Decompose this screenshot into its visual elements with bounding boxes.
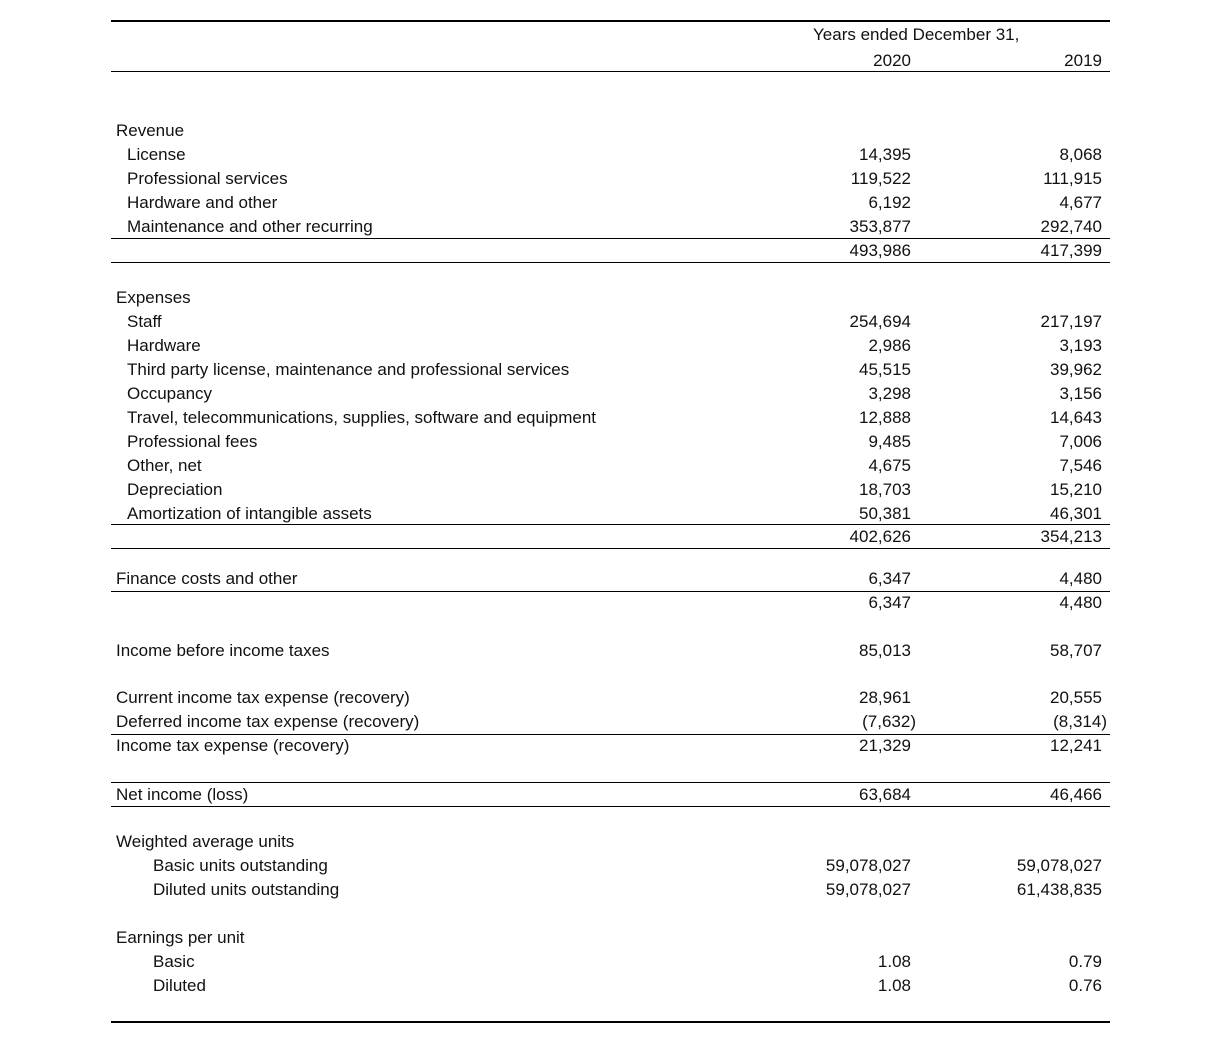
row-label: Diluted units outstanding: [153, 880, 340, 899]
row-label: Income before income taxes: [116, 641, 330, 660]
value-2019: 46,466: [1050, 785, 1102, 804]
value-2020: 9,485: [868, 432, 911, 451]
value-2019: 61,438,835: [1016, 880, 1102, 899]
row-label: Amortization of intangible assets: [127, 504, 372, 523]
value-2020: 1.08: [877, 976, 911, 995]
row-label: Other, net: [127, 456, 202, 475]
value-2020: (7,632): [862, 712, 916, 731]
value-2019: 4,677: [1059, 193, 1102, 212]
row-label: Travel, telecommunications, supplies, software and equipment: [127, 408, 596, 427]
value-2020: 12,888: [859, 408, 911, 427]
row-label: Staff: [127, 312, 162, 331]
value-2019: 15,210: [1050, 480, 1102, 499]
row-label: Occupancy: [127, 384, 213, 403]
value-2019: 3,156: [1059, 384, 1102, 403]
row-label: Basic units outstanding: [153, 856, 328, 875]
period-label: Years ended December 31,: [813, 25, 1020, 44]
total-rule: [111, 262, 1110, 263]
subtotal-rule: [111, 524, 1110, 525]
value-2020: 4,675: [868, 456, 911, 475]
tax-total-2020: 21,329: [859, 736, 911, 755]
section-title-weighted-units: Weighted average units: [116, 832, 295, 851]
value-2020: 28,961: [859, 688, 911, 707]
row-label: Hardware and other: [127, 193, 278, 212]
row-label: Third party license, maintenance and professional services: [127, 360, 570, 379]
top-rule: [111, 20, 1110, 22]
column-header-2019: 2019: [1064, 51, 1102, 70]
value-2019: 111,915: [1043, 169, 1102, 188]
value-2019: 0.76: [1068, 976, 1102, 995]
value-2019: 14,643: [1050, 408, 1102, 427]
value-2019: 217,197: [1040, 312, 1102, 331]
row-label: Income tax expense (recovery): [116, 736, 350, 755]
header-rule: [111, 71, 1110, 72]
value-2020: 3,298: [868, 384, 911, 403]
value-2020: 119,522: [850, 169, 911, 188]
net-income-top-rule: [111, 782, 1110, 783]
value-2020: 254,694: [849, 312, 911, 331]
value-2019: 3,193: [1059, 336, 1102, 355]
row-label: Basic: [153, 952, 195, 971]
value-2019: 8,068: [1059, 145, 1102, 164]
value-2019: 20,555: [1050, 688, 1102, 707]
value-2020: 6,192: [868, 193, 911, 212]
bottom-rule: [111, 1021, 1110, 1023]
total-rule: [111, 548, 1110, 549]
row-label: Professional services: [127, 169, 288, 188]
subtotal-rule: [111, 734, 1110, 735]
finance-total-2019: 4,480: [1059, 593, 1102, 612]
value-2019: 58,707: [1050, 641, 1102, 660]
value-2020: 45,515: [859, 360, 911, 379]
revenue-total-2020: 493,986: [849, 241, 911, 260]
section-title-expenses: Expenses: [116, 288, 191, 307]
value-2020: 6,347: [868, 569, 911, 588]
subtotal-rule: [111, 591, 1110, 592]
subtotal-rule: [111, 238, 1110, 239]
expenses-total-2019: 354,213: [1040, 527, 1102, 546]
value-2020: 59,078,027: [825, 856, 911, 875]
row-label: Finance costs and other: [116, 569, 298, 588]
value-2020: 353,877: [849, 217, 911, 236]
value-2019: 7,006: [1059, 432, 1102, 451]
row-label: License: [127, 145, 186, 164]
value-2020: 18,703: [859, 480, 911, 499]
column-header-2020: 2020: [873, 51, 911, 70]
value-2020: 59,078,027: [825, 880, 911, 899]
row-label: Current income tax expense (recovery): [116, 688, 410, 707]
row-label: Depreciation: [127, 480, 223, 499]
value-2020: 14,395: [859, 145, 911, 164]
value-2019: 7,546: [1059, 456, 1102, 475]
finance-total-2020: 6,347: [868, 593, 911, 612]
revenue-total-2019: 417,399: [1040, 241, 1102, 260]
value-2020: 85,013: [859, 641, 911, 660]
value-2019: (8,314): [1053, 712, 1107, 731]
value-2019: 59,078,027: [1016, 856, 1102, 875]
row-label: Hardware: [127, 336, 201, 355]
value-2020: 2,986: [868, 336, 911, 355]
value-2019: 39,962: [1050, 360, 1102, 379]
row-label: Diluted: [153, 976, 206, 995]
section-title-revenue: Revenue: [116, 121, 185, 140]
section-title-eps: Earnings per unit: [116, 928, 245, 947]
row-label: Net income (loss): [116, 785, 249, 804]
value-2019: 292,740: [1040, 217, 1102, 236]
value-2019: 4,480: [1059, 569, 1102, 588]
net-income-bottom-rule: [111, 806, 1110, 807]
value-2020: 1.08: [877, 952, 911, 971]
row-label: Maintenance and other recurring: [127, 217, 373, 236]
value-2020: 63,684: [859, 785, 911, 804]
expenses-total-2020: 402,626: [849, 527, 911, 546]
value-2019: 0.79: [1068, 952, 1102, 971]
value-2019: 46,301: [1050, 504, 1102, 523]
row-label: Deferred income tax expense (recovery): [116, 712, 420, 731]
row-label: Professional fees: [127, 432, 258, 451]
tax-total-2019: 12,241: [1050, 736, 1102, 755]
value-2020: 50,381: [859, 504, 911, 523]
